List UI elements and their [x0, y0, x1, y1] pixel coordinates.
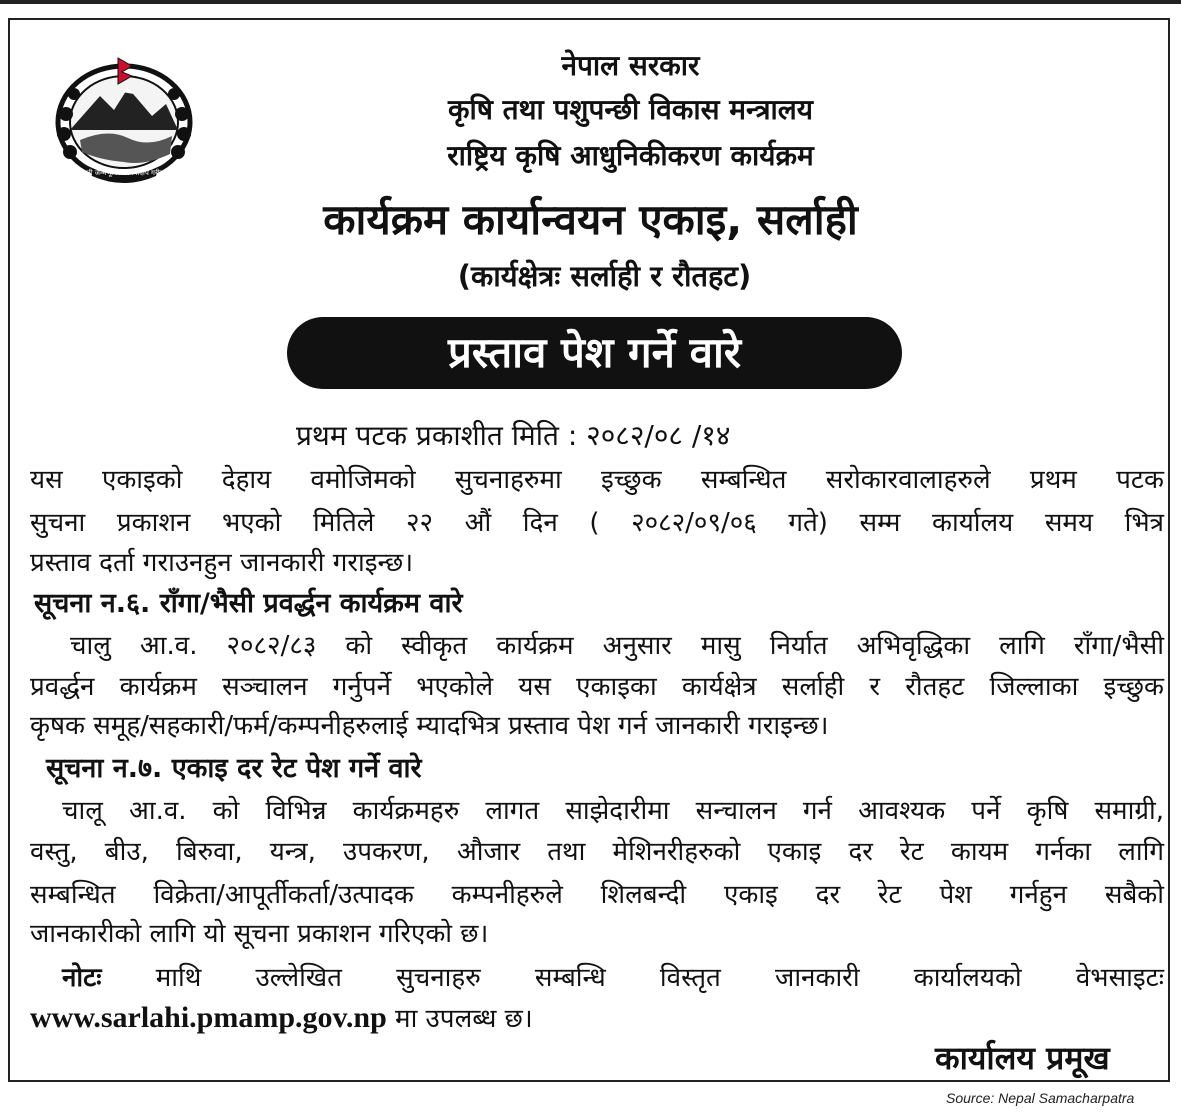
signature-office-chief: कार्यालय प्रमूख — [935, 1039, 1110, 1077]
section-7-line-1: चालू आ.व. को विभिन्न कार्यक्रमहरु लागत साझेदारीमा सन्चालन गर्न आवश्यक पर्ने कृषि समाग्री, — [62, 796, 1164, 826]
section-7-line-3: सम्बन्धित विक्रेता/आपूर्तीकर्ता/उत्पादक कम्पनीहरुले शिलबन्दी एकाइ दर रेट पेश गर्नहुन सबैको — [30, 880, 1164, 910]
section-6-line-3: कृषक समूह/सहकारी/फर्म/कम्पनीहरुलाई म्यादभित्र प्रस्ताव पेश गर्न जानकारी गराइन्छ। — [30, 711, 829, 741]
intro-line-1: यस एकाइको देहाय वमोजिमको सुचनाहरुमा इच्छुक सम्बन्धित सरोकारवालाहरुले प्रथम पटक — [30, 465, 1164, 495]
emblem-motto: जननी जन्मभूमिश्च स्वर्गादपि गरीयसी — [77, 169, 171, 177]
notice-title-banner — [287, 317, 902, 389]
section-7-line-4: जानकारीको लागि यो सूचना प्रकाशन गरिएको छ। — [30, 919, 489, 949]
publish-date: प्रथम पटक प्रकाशीत मिति : २०८२/०८ /१४ — [296, 419, 731, 452]
programme-name: राष्ट्रिय कृषि आधुनिकीकरण कार्यक्रम — [447, 139, 814, 172]
notice-title: प्रस्ताव पेश गर्ने वारे — [447, 328, 742, 377]
note-text: माथि उल्लेखित सुचनाहरु सम्बन्धि विस्तृत जानकारी कार्यालयको वेभसाइटः — [155, 963, 1165, 993]
website-suffix: मा उपलब्ध छ। — [395, 1004, 533, 1034]
government-name: नेपाल सरकार — [561, 49, 700, 82]
ministry-name: कृषि तथा पशुपन्छी विकास मन्त्रालय — [447, 93, 814, 126]
website-line — [30, 999, 533, 1035]
section-6-heading: सूचना न.६. राँगा/भैसी प्रवर्द्धन कार्यक्रम वारे — [34, 588, 463, 619]
source-credit: Source: Nepal Samacharpatra — [946, 1090, 1135, 1106]
office-name: कार्यक्रम कार्यान्वयन एकाइ, सर्लाही — [323, 195, 858, 244]
section-7-heading: सूचना न.७. एकाइ दर रेट पेश गर्ने वारे — [46, 753, 422, 784]
section-6-line-2: प्रवर्द्धन कार्यक्रम सञ्चालन गर्नुपर्ने भएकोले यस एकाइका कार्यक्षेत्र सर्लाही र रौतहट जिल्लाका इच्छुक — [30, 672, 1164, 702]
intro-line-2: सुचना प्रकाशन भएको मितिले २२ औं दिन ( २०८२/०९/०६ गते) सम्म कार्यालय समय भित्र — [30, 508, 1164, 538]
section-6-line-1: चालु आ.व. २०८२/८३ को स्वीकृत कार्यक्रम अनुसार मासु निर्यात अभिवृद्धिका लागि राँगा/भैसी — [70, 631, 1164, 661]
website-link[interactable]: www.sarlahi.pmamp.gov.np — [30, 1001, 387, 1034]
intro-line-3: प्रस्ताव दर्ता गराउनहुन जानकारी गराइन्छ। — [30, 548, 414, 578]
note-label: नोटः — [62, 963, 102, 993]
note-line — [62, 958, 1164, 994]
section-7-line-2: वस्तु, बीउ, बिरुवा, यन्त्र, उपकरण, औजार तथा मेशिनरीहरुको एकाइ दर रेट कायम गर्नका लागि — [30, 837, 1164, 867]
work-area: (कार्यक्षेत्रः सर्लाही र रौतहट) — [457, 259, 752, 293]
top-rule — [0, 0, 1181, 4]
